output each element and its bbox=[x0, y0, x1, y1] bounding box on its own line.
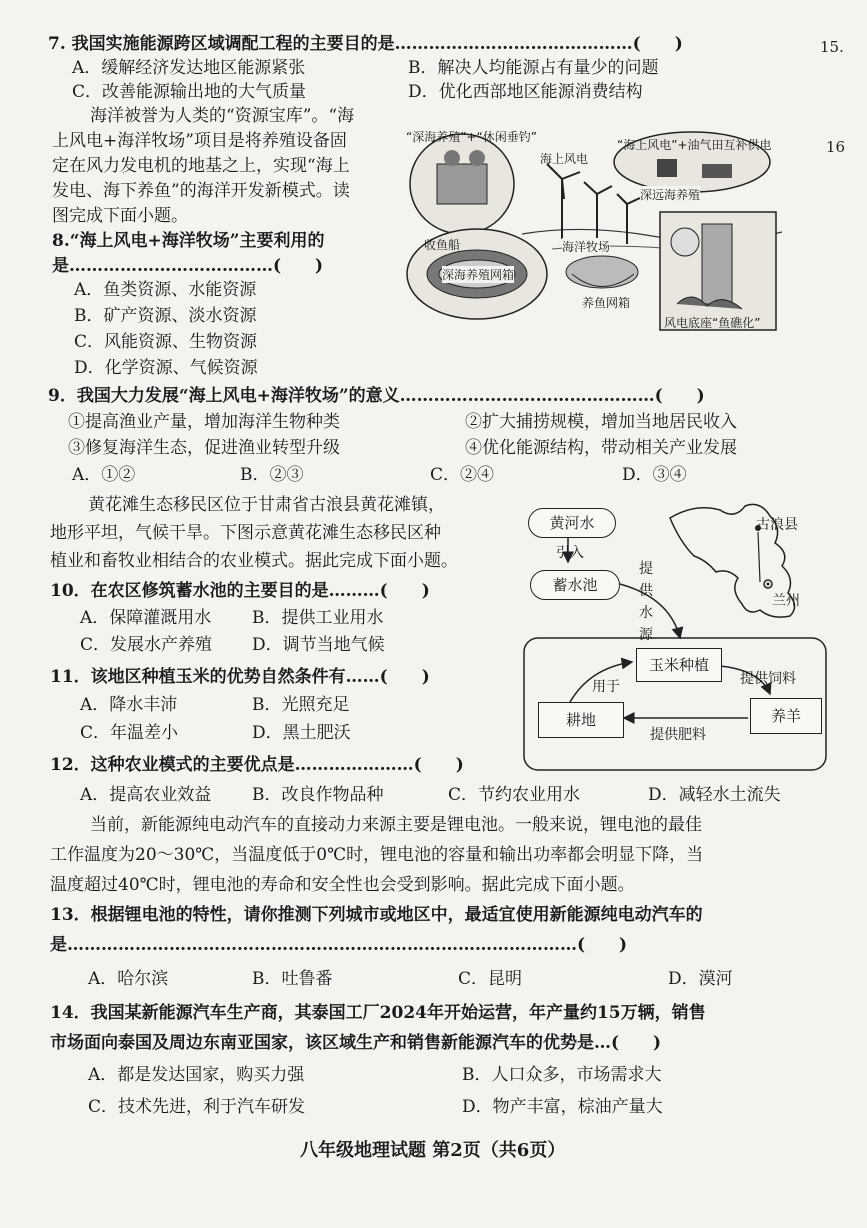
ocean-label-oilgas: “海上风电”+油气田互补供电 bbox=[617, 138, 772, 152]
q14-stem-2: 市场面向泰国及周边东南亚国家，该区域生产和销售新能源汽车的优势是…( ) bbox=[50, 1033, 662, 1053]
label-supply-water: 提供水源 bbox=[639, 561, 653, 643]
q9-stem: 9．我国大力发展“海上风电+海洋牧场”的意义………………………………………( ) bbox=[48, 386, 705, 406]
q9-option-c: C．②④ bbox=[430, 465, 495, 485]
q11-stem: 11．该地区种植玉米的优势自然条件有……( ) bbox=[50, 667, 430, 687]
ocean-label-boat: 收鱼船 bbox=[424, 238, 461, 252]
q12-option-b: B．改良作物品种 bbox=[252, 785, 384, 805]
q10-option-c: C．发展水产养殖 bbox=[80, 635, 213, 655]
ocean-label-ranch: 海洋牧场 bbox=[562, 240, 611, 254]
q14-stem-1: 14．我国某新能源汽车生产商，其泰国工厂2024年开始运营，年产量约15万辆，销售 bbox=[50, 1003, 706, 1023]
q7-option-d: D．优化西部地区能源消费结构 bbox=[408, 82, 643, 102]
q13-option-b: B．吐鲁番 bbox=[252, 969, 333, 989]
side-number-16: 16 bbox=[826, 138, 846, 156]
hht-intro-line-2: 地形平坦，气候干旱。下图示意黄花滩生态移民区种 bbox=[50, 523, 441, 543]
ocean-intro-line-2: 上风电+海洋牧场”项目是将养殖设备固 bbox=[52, 131, 347, 151]
hht-intro-line-3: 植业和畜牧业相结合的农业模式。据此完成下面小题。 bbox=[50, 551, 458, 571]
label-provide-fertilizer: 提供肥料 bbox=[650, 727, 706, 743]
q9-option-b: B．②③ bbox=[240, 465, 304, 485]
q11-option-d: D．黑土肥沃 bbox=[252, 723, 351, 743]
q9-option-d: D．③④ bbox=[622, 465, 687, 485]
q9-statement-1: ①提高渔业产量，增加海洋生物种类 bbox=[68, 412, 340, 432]
q14-option-a: A．都是发达国家，购买力强 bbox=[88, 1065, 305, 1085]
label-introduce: 引入 bbox=[556, 545, 584, 561]
box-reservoir: 蓄水池 bbox=[530, 570, 620, 600]
q11-option-c: C．年温差小 bbox=[80, 723, 179, 743]
label-lanzhou: 兰州 bbox=[772, 593, 800, 609]
q10-option-a: A．保障灌溉用水 bbox=[80, 608, 212, 628]
q8-option-b: B．矿产资源、淡水资源 bbox=[74, 306, 257, 326]
q8-option-a: A．鱼类资源、水能资源 bbox=[74, 280, 257, 300]
hht-intro-line-1: 黄花滩生态移民区位于甘肃省古浪县黄花滩镇， bbox=[88, 495, 445, 515]
q9-statement-2: ②扩大捕捞规模，增加当地居民收入 bbox=[465, 412, 737, 432]
ocean-label-cage: 深海养殖网箱 bbox=[442, 268, 515, 282]
label-provide-feed: 提供饲料 bbox=[740, 671, 796, 687]
q12-option-c: C．节约农业用水 bbox=[448, 785, 581, 805]
box-corn-planting: 玉米种植 bbox=[636, 648, 722, 682]
ocean-label-base: 风电底座“鱼礁化” bbox=[664, 316, 761, 330]
ocean-label-wind: 海上风电 bbox=[540, 152, 589, 166]
q8-option-c: C．风能资源、生物资源 bbox=[74, 332, 258, 352]
battery-intro-line-2: 工作温度为20～30℃，当温度低于0℃时，锂电池的容量和输出功率都会明显下降，当 bbox=[50, 845, 704, 865]
q10-stem: 10．在农区修筑蓄水池的主要目的是………( ) bbox=[50, 581, 430, 601]
q13-option-c: C．昆明 bbox=[458, 969, 523, 989]
side-number-15: 15. bbox=[820, 38, 844, 56]
q8-stem-2: 是………………………………( ) bbox=[52, 256, 324, 276]
q14-option-c: C．技术先进，利于汽车研发 bbox=[88, 1097, 306, 1117]
ocean-farm-illustration bbox=[402, 124, 782, 344]
q9-statement-4: ④优化能源结构，带动相关产业发展 bbox=[465, 438, 737, 458]
ocean-intro-line-3: 定在风力发电机的地基之上，实现“海上 bbox=[52, 156, 350, 176]
page-footer: 八年级地理试题 第2页（共6页） bbox=[300, 1140, 566, 1161]
q12-stem: 12．这种农业模式的主要优点是…………………( ) bbox=[50, 755, 464, 775]
q8-stem-1: 8.“海上风电+海洋牧场”主要利用的 bbox=[52, 231, 325, 251]
q11-option-b: B．光照充足 bbox=[252, 695, 350, 715]
q13-stem-2: 是………………………………………………………………………………( ) bbox=[50, 935, 628, 955]
label-used-for: 用于 bbox=[592, 679, 620, 695]
q7-option-b: B．解决人均能源占有量少的问题 bbox=[408, 58, 659, 78]
ocean-farm-drawing bbox=[402, 124, 782, 344]
q10-option-b: B．提供工业用水 bbox=[252, 608, 384, 628]
box-farmland: 耕地 bbox=[538, 702, 624, 738]
box-yellow-river-water: 黄河水 bbox=[528, 508, 616, 538]
q7-option-a: A．缓解经济发达地区能源紧张 bbox=[72, 58, 306, 78]
ocean-intro-line-1: 海洋被誉为人类的“资源宝库”。“海 bbox=[90, 106, 355, 126]
q11-option-a: A．降水丰沛 bbox=[80, 695, 178, 715]
q13-option-a: A．哈尔滨 bbox=[88, 969, 169, 989]
q10-option-d: D．调节当地气候 bbox=[252, 635, 385, 655]
q7-option-c: C．改善能源输出地的大气质量 bbox=[72, 82, 307, 102]
q14-option-d: D．物产丰富，棕油产量大 bbox=[462, 1097, 663, 1117]
ocean-label-net: 养鱼网箱 bbox=[582, 296, 631, 310]
q7-stem: 7. 我国实施能源跨区域调配工程的主要目的是……………………………………( ) bbox=[48, 34, 683, 54]
ocean-label-deepsea: 深远海养殖 bbox=[640, 188, 701, 202]
q9-statement-3: ③修复海洋生态，促进渔业转型升级 bbox=[68, 438, 340, 458]
q9-option-a: A．①② bbox=[72, 465, 136, 485]
q13-option-d: D．漠河 bbox=[668, 969, 733, 989]
box-sheep-raising: 养羊 bbox=[750, 698, 822, 734]
battery-intro-line-1: 当前，新能源纯电动汽车的直接动力来源主要是锂电池。一般来说，锂电池的最佳 bbox=[90, 815, 702, 835]
ocean-intro-line-5: 图完成下面小题。 bbox=[52, 206, 188, 226]
q14-option-b: B．人口众多，市场需求大 bbox=[462, 1065, 662, 1085]
agri-mode-diagram bbox=[520, 498, 850, 773]
q12-option-a: A．提高农业效益 bbox=[80, 785, 212, 805]
ocean-label-fishing: “深海养殖”+“休闲垂钓” bbox=[406, 130, 537, 144]
label-gulang-county: 古浪县 bbox=[756, 517, 798, 533]
q13-stem-1: 13．根据锂电池的特性，请你推测下列城市或地区中，最适宜使用新能源纯电动汽车的 bbox=[50, 905, 703, 925]
q12-option-d: D．减轻水土流失 bbox=[648, 785, 781, 805]
q8-option-d: D．化学资源、气候资源 bbox=[74, 358, 258, 378]
battery-intro-line-3: 温度超过40℃时，锂电池的寿命和安全性也会受到影响。据此完成下面小题。 bbox=[50, 875, 635, 895]
ocean-intro-line-4: 发电、海下养鱼”的海洋开发新模式。读 bbox=[52, 181, 350, 201]
